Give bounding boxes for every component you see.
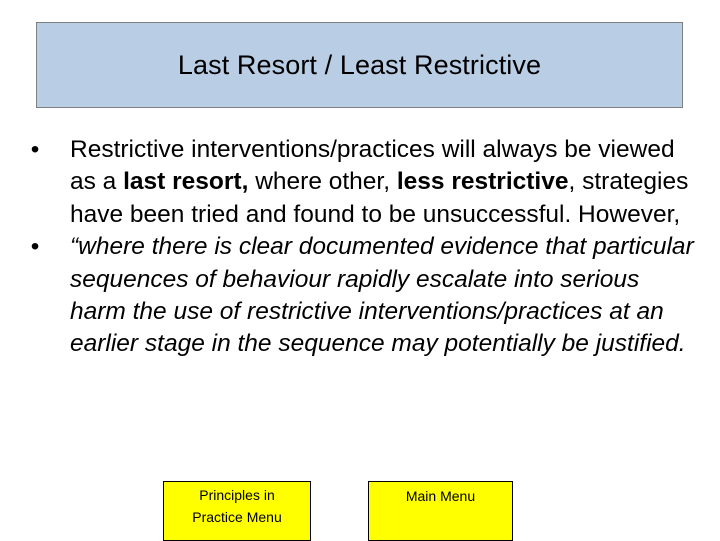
- bullet-text-bold-less-restrictive: less restrictive: [396, 168, 569, 196]
- bullet-text-segment: Restrictive interventions/practices will always be viewed as a: [70, 136, 675, 196]
- bullet-item: [28, 231, 698, 361]
- main-menu-button[interactable]: [368, 481, 513, 541]
- principles-button-label-line2: Practice Menu: [192, 509, 282, 525]
- main-menu-button-label: Main Menu: [405, 488, 476, 504]
- slide-title-box: [36, 22, 683, 108]
- bullet-text-segment: , strategies have been tried and found to be unsuccessful. However,: [70, 168, 689, 228]
- bullet-quote-text: “where there is clear documented evidence that particular sequences of behaviour rapidly escalate into serious harm the use of restrictive interventions/practices at an earlier stage in the sequence may potentially be justified.: [70, 233, 694, 358]
- principles-in-practice-menu-button[interactable]: [163, 481, 311, 541]
- bullet-list: [28, 134, 698, 361]
- bullet-text-bold-last-resort: last resort,: [123, 168, 249, 196]
- bullet-marker: •: [30, 136, 40, 163]
- slide-title: Last Resort / Least Restrictive: [177, 49, 542, 80]
- bullet-text: [70, 136, 688, 228]
- principles-button-label-line1: Principles in: [199, 487, 275, 503]
- bullet-item: [28, 134, 698, 231]
- bullet-text-segment: where other,: [248, 168, 397, 196]
- bullet-marker: •: [30, 233, 40, 261]
